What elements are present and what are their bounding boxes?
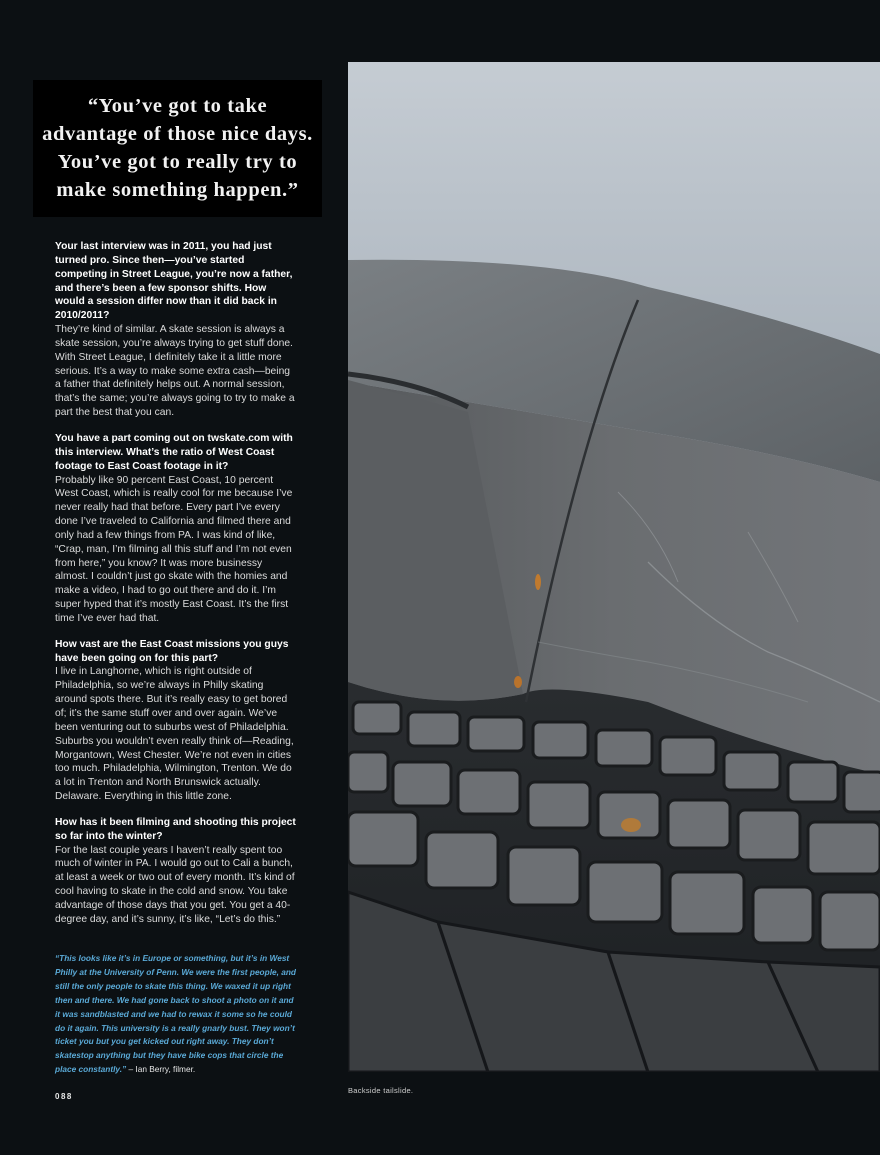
interview-question: Your last interview was in 2011, you had just turned pro. Since then—you’ve started competing in Street League, you’re now a father, and there’s been a few sponsor shifts. How would a session differ now than it did back in 2010/2011?: [55, 241, 293, 322]
interview-question: How vast are the East Coast missions you guys have been going on for this part?: [55, 638, 289, 664]
pull-quote-text: “You’ve got to take advantage of those nice days. You’ve got to really try to make something happen.”: [42, 95, 313, 201]
interview-question: You have a part coming out on twskate.com with this interview. What’s the ratio of West Coast footage to East Coast footage in it?: [55, 432, 293, 472]
skate-photo-illustration: [348, 62, 880, 1072]
interview-question: How has it been filming and shooting this project so far into the winter?: [55, 816, 296, 842]
interview-body: [55, 240, 296, 939]
interview-answer: I live in Langhorne, which is right outside of Philadelphia, so we’re always in Philly skating around spots there. But it’s really easy to get bored of; it’s the same stuff over and over again. We’ve been venturing out to suburbs west of Philadelphia. Suburbs you wouldn’t even really think of—Reading, Morgantown, West Chester. We’re not even in cities too much. Philadelphia, Wilmington, Trenton. We do a lot in Trenton and North Brunswick actually. Delaware. Everything in this little zone.: [55, 666, 294, 803]
filmer-credit: – Ian Berry, filmer.: [126, 1064, 196, 1075]
interview-answer: For the last couple years I haven’t really spent too much of winter in PA. I would go out to Cali a bunch, at least a week or two out of every month. It’s kind of cool having to skate in the cold and snow. You take advantage of those days that you get. You get a 40-degree day, and it’s sunny, it’s like, “Let’s do this.”: [55, 844, 295, 925]
interview-qa: [55, 816, 296, 927]
interview-answer: Probably like 90 percent East Coast, 10 percent West Coast, which is really cool for me because I’ve never really had that before. Every part I’ve every done I’ve traveled to California and filmed there and only had a few things from PA. I was kind of like, “Crap, man, I’m filming all this stuff and I’m not even from here,” you know? It was more businessy almost. I couldn’t just go skate with the homies and make a video, I had to go out there and do it. I’m super hyped that it’s mostly East Coast. It’s the first time I’ve ever had that.: [55, 474, 293, 624]
skate-photo: [348, 62, 880, 1072]
interview-qa: [55, 638, 296, 804]
interview-qa: [55, 240, 296, 420]
filmer-quote: [55, 952, 300, 1077]
photo-caption: Backside tailslide.: [348, 1086, 414, 1095]
page-number: 088: [55, 1092, 73, 1101]
interview-answer: They’re kind of similar. A skate session is always a skate session, you’re always trying to get stuff done. With Street League, I definitely take it a little more serious. It’s a way to make some extra cash—being a father that definitely helps out. A normal session, that’s the same; you’re always going to try to make a part the best that you can.: [55, 324, 295, 419]
filmer-quote-text: “This looks like it’s in Europe or something, but it’s in West Philly at the University of Penn. We were the first people, and still the only people to skate this thing. We waxed it up right then and there. We had gone back to shoot a photo on it and it was sandblasted and we had to rewax it some so he could do it again. This university is a really gnarly bust. They won’t ticket you but you get kicked out right away. They don’t skatestop anything but they have bike cops that circle the place constantly.”: [55, 953, 296, 1075]
pull-quote: [33, 80, 322, 217]
interview-qa: [55, 432, 296, 626]
